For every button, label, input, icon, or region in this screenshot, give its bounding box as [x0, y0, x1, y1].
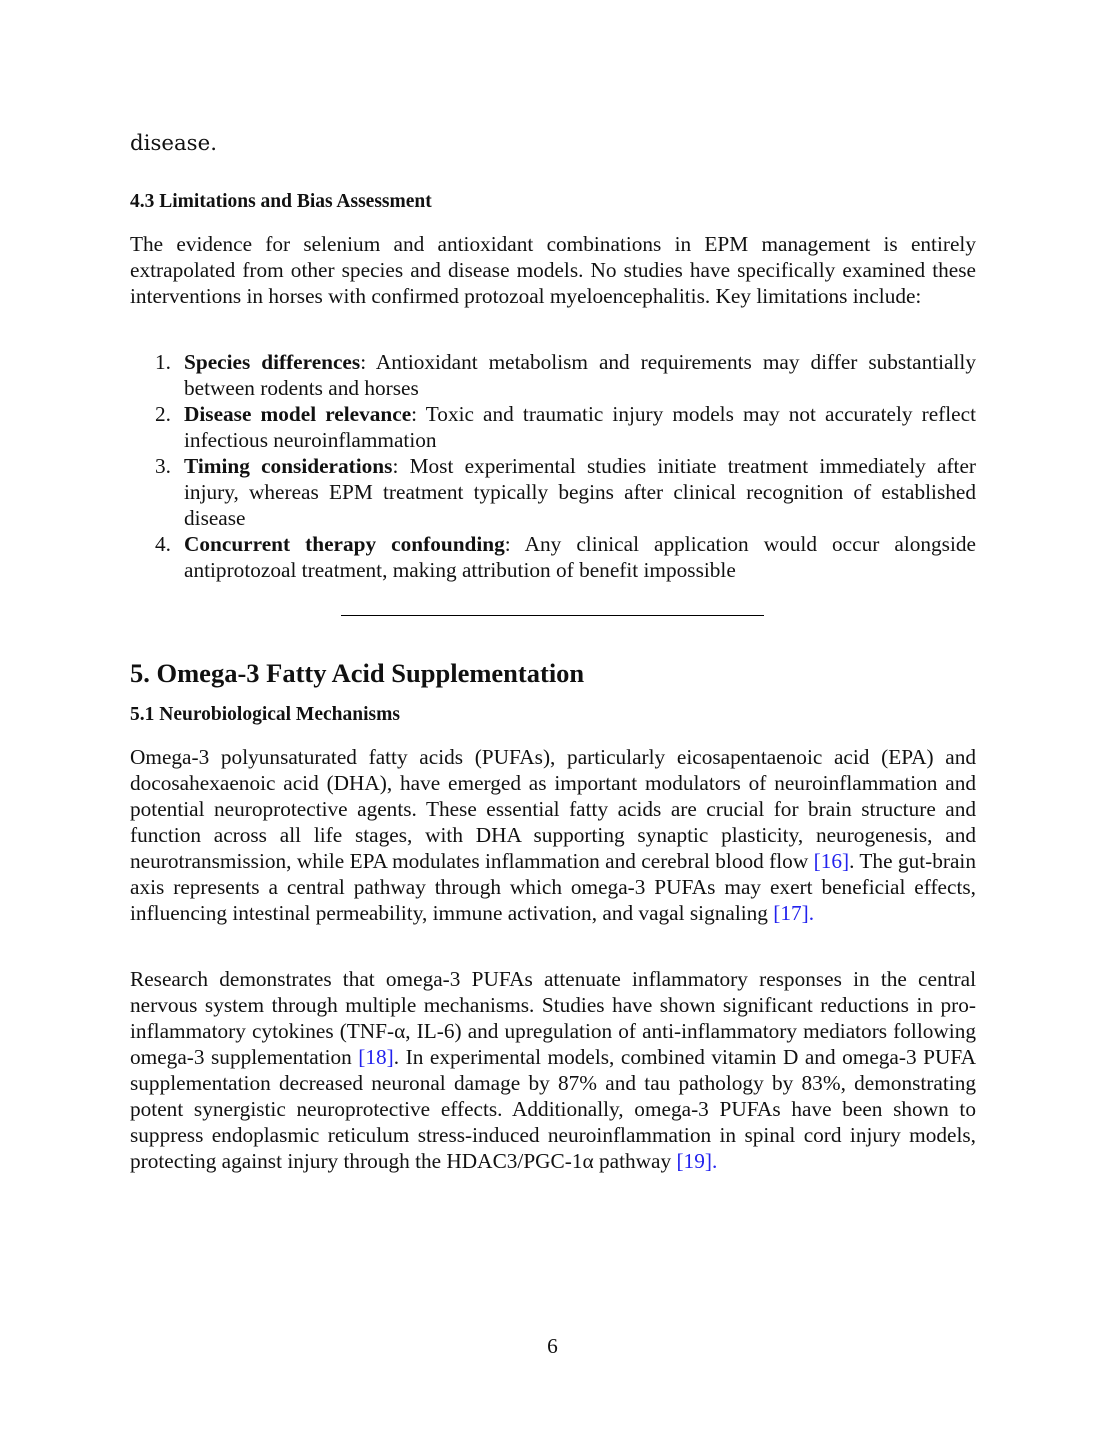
section-divider — [341, 615, 764, 616]
section-5-1-heading: 5.1 Neurobiological Mechanisms — [130, 704, 400, 725]
section-4-3-intro: The evidence for selenium and antioxidant combinations in EPM management is entirely extrapolated from other species and disease models. No studies have specifically examined these interventions in horses with confirmed protozoal myeloencephalitis. Key limitations include: — [130, 232, 976, 308]
page-number: 6 — [547, 1334, 558, 1358]
list-item-term: Timing considerations — [184, 454, 393, 478]
list-item: 4. Concurrent therapy confounding: Any clinical application would occur alongside antiprotozoal treatment, making attribution of benefit impossible — [155, 532, 976, 582]
list-item: 2. Disease model relevance: Toxic and traumatic injury models may not accurately reflect infectious neuroinflammation — [155, 402, 976, 452]
section-4-3-heading: 4.3 Limitations and Bias Assessment — [130, 191, 432, 212]
limitations-list — [155, 349, 976, 583]
citation-link-17[interactable]: [17] — [773, 901, 809, 925]
list-item-term: Species differences — [184, 350, 361, 374]
citation-link-16[interactable]: [16] — [813, 849, 850, 873]
section-5-heading: 5. Omega-3 Fatty Acid Supplementation — [130, 658, 585, 688]
section-5-1-paragraph-2: Research demonstrates that omega-3 PUFAs attenuate inflammatory responses in the central nervous system through multiple mechanisms. Studies have shown significant reductions in pro-inflammatory cytokines (TNF-α, IL-6) and upregulation of anti-inflammatory mediators following omega-3 supplementation [18]. In experimental models, combined vitamin D and omega-3 PUFA supplementation decreased neuronal damage by 87% and tau pathology by 83%, demonstrating potent synergistic neuroprotective effects. Additionally, omega-3 PUFAs have been shown to suppress endoplasmic reticulum stress-induced neuroinflammation in spinal cord injury models, protecting against injury through the HDAC3/PGC-1α pathway [19]. — [130, 967, 976, 1173]
list-item: 3. Timing considerations: Most experimental studies initiate treatment immediately after injury, whereas EPM treatment typically begins after clinical recognition of established disease — [155, 454, 976, 530]
list-item-term: Concurrent therapy confounding — [184, 532, 505, 556]
section-5-1-paragraph-1: Omega-3 polyunsaturated fatty acids (PUFAs), particularly eicosapentaenoic acid (EPA) and docosahexaenoic acid (DHA), have emerged as important modulators of neuroinflammation and potential neuroprotective agents. These essential fatty acids are crucial for brain structure and function across all life stages, with DHA supporting synaptic plasticity, neurogenesis, and neurotransmission, while EPA modulates inflammation and cerebral blood flow [16]. The gut-brain axis represents a central pathway through which omega-3 PUFAs may exert beneficial effects, influencing intestinal permeability, immune activation, and vagal signaling [17]. — [130, 745, 976, 925]
continued-text-fragment: disease. — [130, 131, 217, 156]
citation-link-18[interactable]: [18] — [358, 1045, 394, 1069]
list-item: 1. Species differences: Antioxidant metabolism and requirements may differ substantially between rodents and horses — [155, 350, 976, 400]
citation-link-19[interactable]: [19] — [676, 1149, 712, 1173]
list-item-term: Disease model relevance — [184, 402, 412, 426]
